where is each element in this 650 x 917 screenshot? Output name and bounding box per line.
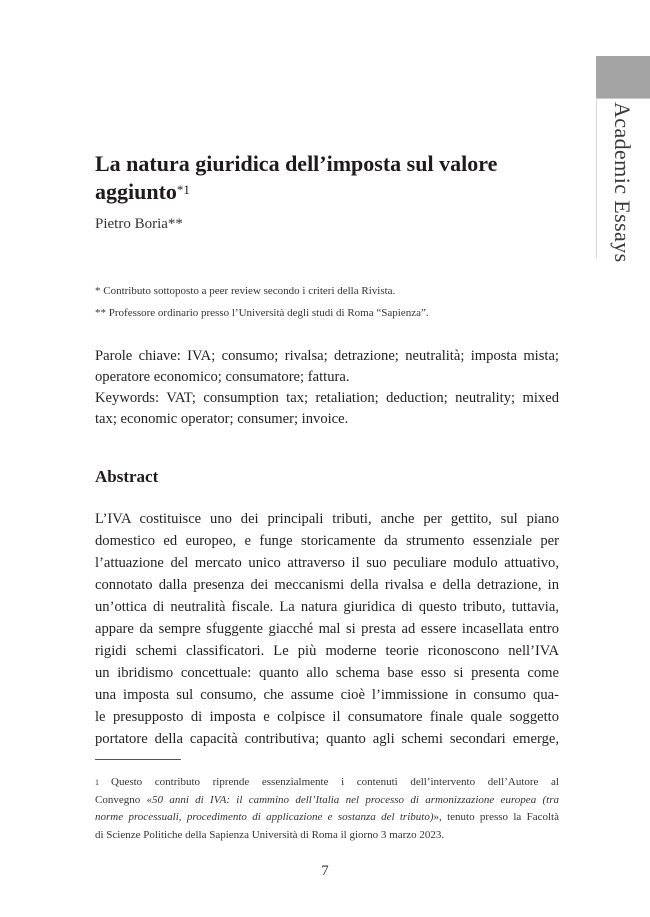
article-title-text: La natura giuridica dell’imposta sul valore aggiunto bbox=[95, 151, 498, 204]
footnote-number: 1 bbox=[95, 778, 99, 787]
author-footnote-marks: ** bbox=[167, 216, 183, 232]
abstract-line: domestico ed europeo, e funge storicamente da strumento essenziale per bbox=[95, 533, 559, 549]
footnote-event-title: 50 anni di IVA: il cammino dell’Italia nel processo di armonizzazione europea (tra bbox=[152, 793, 559, 806]
footnote-line: di Scienze Politiche della Sapienza Università di Roma il giorno 3 marzo 2023. bbox=[95, 828, 445, 841]
footnote-line bbox=[95, 809, 559, 827]
abstract-line: rigidi schemi classificatori. Le più moderne teorie riconoscono nell’IVA bbox=[95, 643, 559, 659]
keywords-line: Parole chiave: IVA; consumo; rivalsa; detrazione; neutralità; imposta mista; bbox=[95, 348, 559, 364]
author bbox=[95, 216, 183, 233]
footnote-event-title: norme processuali, procedimento di applicazione e sostanza del tributo) bbox=[95, 811, 434, 823]
footnote-text: », tenuto presso la Facoltà bbox=[433, 811, 559, 823]
keywords-line: tax; economic operator; consumer; invoice. bbox=[95, 411, 349, 427]
keywords-block bbox=[95, 346, 559, 430]
abstract-line: l’attuazione del mercato unico attraverso il suo peculiare modulo attuativo, bbox=[95, 555, 559, 571]
section-tab-side-rule bbox=[596, 98, 597, 258]
abstract-line: le presupposto di imposta e colpisce il consumatore finale quale soggetto bbox=[95, 709, 559, 725]
abstract-heading: Abstract bbox=[95, 467, 159, 486]
footnote-separator bbox=[95, 759, 181, 760]
abstract-line: L’IVA costituisce uno dei principali tributi, anche per gettito, sul piano bbox=[95, 511, 559, 527]
section-tab-block bbox=[596, 56, 650, 98]
abstract-line: connotato dalla presenza dei meccanismi della rivalsa e della detrazione, in bbox=[95, 577, 559, 593]
footnote-line bbox=[95, 792, 559, 810]
page-number: 7 bbox=[321, 863, 329, 879]
section-tab-rule bbox=[596, 98, 650, 99]
author-affiliation-note: ** Professore ordinario presso l’Università degli studi di Roma “Sapienza”. bbox=[95, 307, 429, 319]
abstract-line: appare da sempre sfuggente giacché mal si presta ad essere incasellata entro bbox=[95, 621, 559, 637]
footnote-text: Questo contributo riprende essenzialmente i contenuti dell’intervento dell’Autore al bbox=[111, 776, 559, 788]
peer-review-note: * Contributo sottoposto a peer review secondo i criteri della Rivista. bbox=[95, 285, 396, 297]
footnote-text: Convegno « bbox=[95, 793, 153, 806]
abstract-line: un’ottica di neutralità fiscale. La natura giuridica di questo tributo, tuttavia, bbox=[95, 599, 559, 615]
keywords-line: operatore economico; consumatore; fattura. bbox=[95, 369, 350, 385]
title-footnote-marks: *1 bbox=[176, 182, 190, 197]
footnote-line bbox=[95, 774, 559, 792]
abstract-body bbox=[95, 508, 559, 750]
keywords-line: Keywords: VAT; consumption tax; retaliation; deduction; neutrality; mixed bbox=[95, 390, 559, 406]
author-name: Pietro Boria bbox=[95, 216, 168, 232]
footnote bbox=[95, 774, 559, 844]
abstract-line: una imposta sul consumo, che assume cioè l’immissione in consumo qua- bbox=[95, 687, 559, 703]
section-label: Academic Essays bbox=[610, 102, 635, 263]
article-title bbox=[95, 150, 535, 206]
abstract-line: un ibridismo concettuale: quanto allo schema base esso si presenta come bbox=[95, 665, 559, 681]
abstract-line: portatore della capacità contributiva; quanto agli schemi secondari emerge, bbox=[95, 731, 559, 747]
